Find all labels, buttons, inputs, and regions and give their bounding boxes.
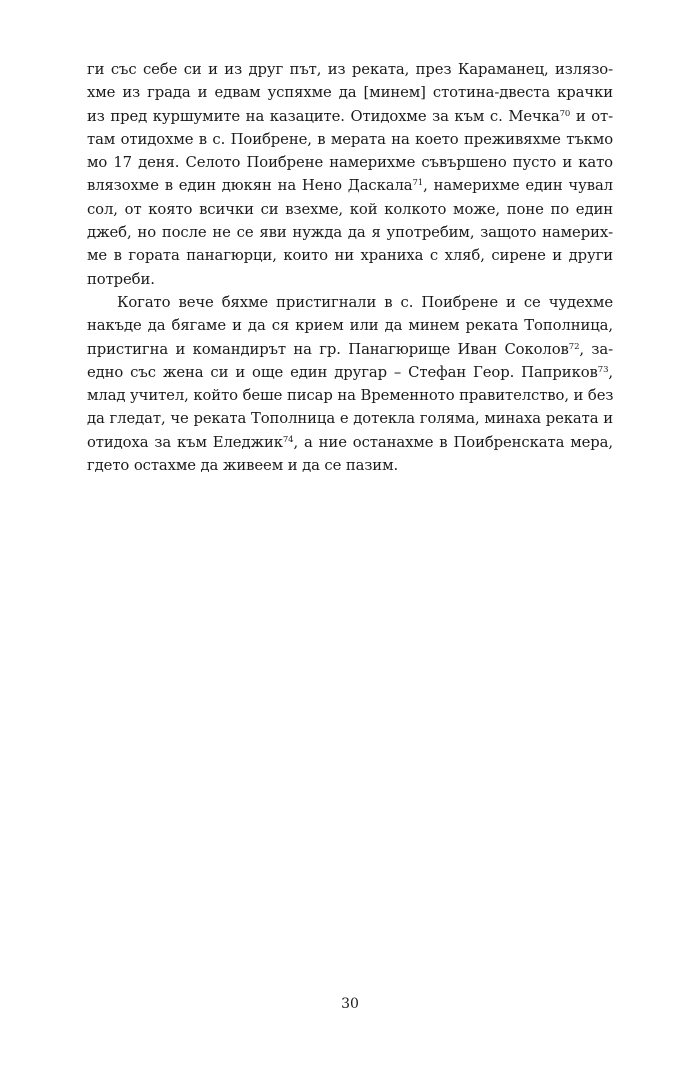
footnote-ref-71[interactable]: 71 <box>412 178 424 189</box>
text-line: мо 17 деня. Селото Поибрене намерихме съвършено пусто и като <box>87 154 613 172</box>
paragraph-2 <box>87 291 613 477</box>
text-line: ме в гората панагюрци, които ни храниха с хляб, сирене и други <box>87 247 613 265</box>
text-line: пристигна и командирът на гр. Панагюрище Иван Соколов$^{72}$, за- <box>87 340 613 358</box>
text-line: влязохме в един дюкян на Нено Даскала$^{71}$, намерихме един чувал <box>87 177 613 195</box>
text-line: джеб, но после не се яви нужда да я употребим, защото намерих- <box>87 224 613 242</box>
text-line: ги със себе си и из друг път, из реката, през Караманец, излязо- <box>87 61 613 78</box>
text-line: там отидохме в с. Поибрене, в мерата на което преживяхме тъкмо <box>87 130 613 148</box>
text-line: хме из града и едвам успяхме да [минем] стотина-двеста крачки <box>87 84 613 102</box>
text-line: едно със жена си и още един другар – Стефан Геор. Паприков$^{73}$, <box>87 363 613 381</box>
page-number: 30 <box>341 996 359 1012</box>
text-line: накъде да бягаме и да ся крием или да минем реката Тополница, <box>87 317 613 335</box>
footnote-ref-72[interactable]: 72 <box>568 341 580 352</box>
footnote-ref-73[interactable]: 73 <box>597 364 609 375</box>
footnote-ref-74[interactable]: 74 <box>282 434 294 445</box>
text-line: из пред куршумите на казаците. Отидохме за към с. Мечка$^{70}$ и от- <box>87 107 614 125</box>
footnote-ref-70[interactable]: 70 <box>559 108 571 119</box>
text-line: млад учител, който беше писар на Временното правителство, и без <box>87 387 614 405</box>
text-line: Когато вече бяхме пристигнали в с. Поибрене и се чудехме <box>117 293 613 311</box>
page-body <box>87 58 613 477</box>
text-line: гдето остахме да живеем и да се пазим. <box>87 457 399 475</box>
text-line: потреби. <box>87 270 155 288</box>
paragraph-1 <box>87 58 613 291</box>
text-line: отидоха за към Еледжик$^{74}$, а ние останахме в Поибренската мера, <box>87 433 613 451</box>
text-line: сол, от която всички си взехме, кой колкото може, поне по един <box>87 200 613 218</box>
text-line: да гледат, че реката Тополница е дотекла голяма, минаха реката и <box>87 410 613 428</box>
